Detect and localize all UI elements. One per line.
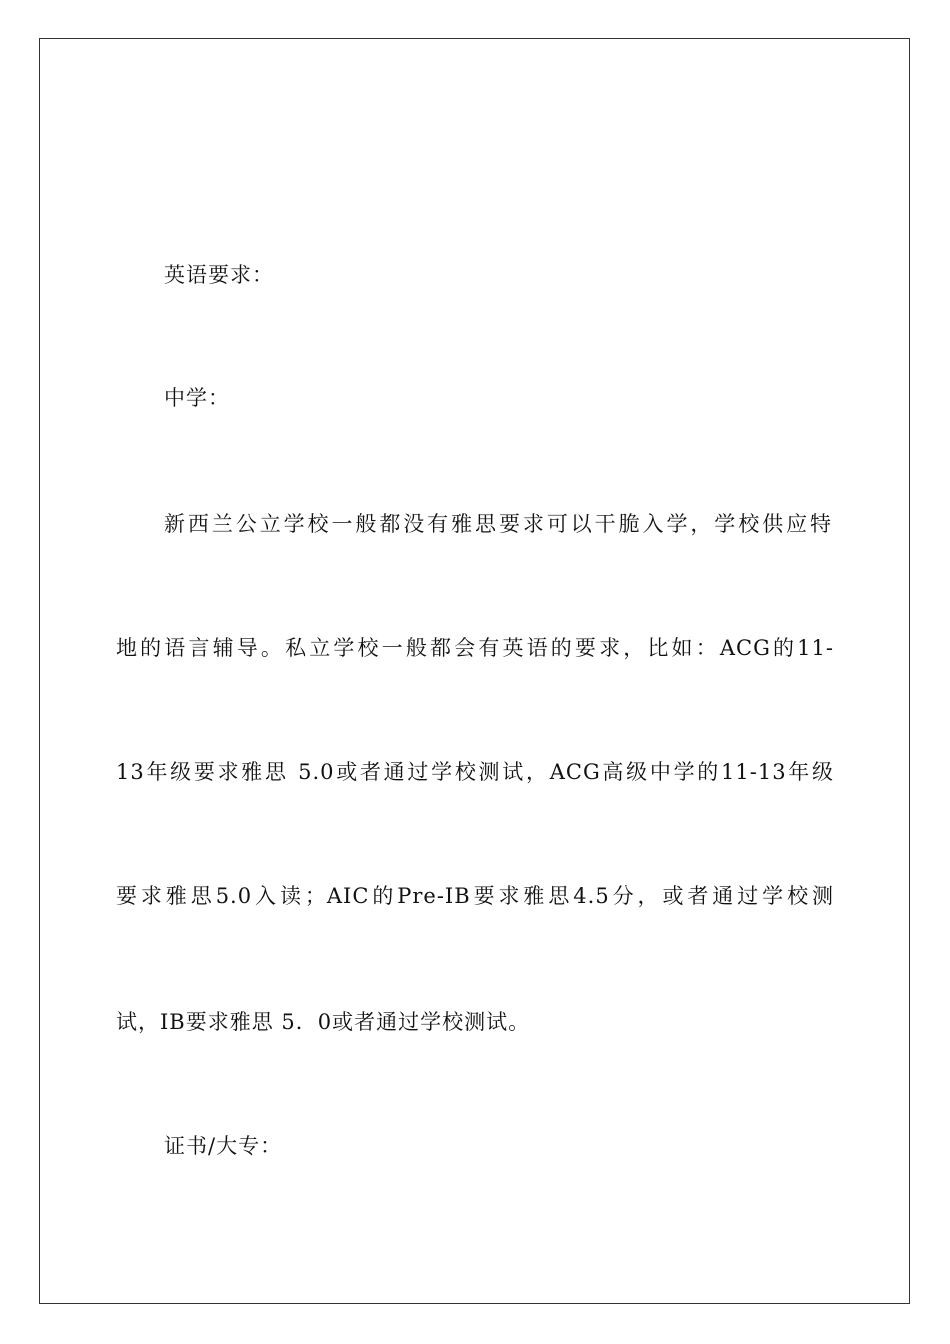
paragraph-line-2: 地的语言辅导。私立学校一般都会有英语的要求，比如：ACG的11- [116, 636, 834, 660]
paragraph-line-1: 新西兰公立学校一般都没有雅思要求可以干脆入学，学校供应特 [164, 512, 832, 536]
paragraph-line-4: 要求雅思5.0入读；AIC的Pre-IB要求雅思4.5分，或者通过学校测 [116, 884, 834, 908]
page-frame [39, 38, 910, 1304]
paragraph-line-3: 13年级要求雅思 5.0或者通过学校测试，ACG高级中学的11-13年级 [116, 760, 834, 784]
heading-middle-school: 中学： [164, 386, 230, 410]
paragraph-line-5: 试，IB要求雅思 5．0或者通过学校测试。 [116, 1010, 531, 1034]
heading-english-requirements: 英语要求： [164, 263, 274, 287]
heading-certificate-diploma: 证书/大专： [164, 1134, 283, 1158]
